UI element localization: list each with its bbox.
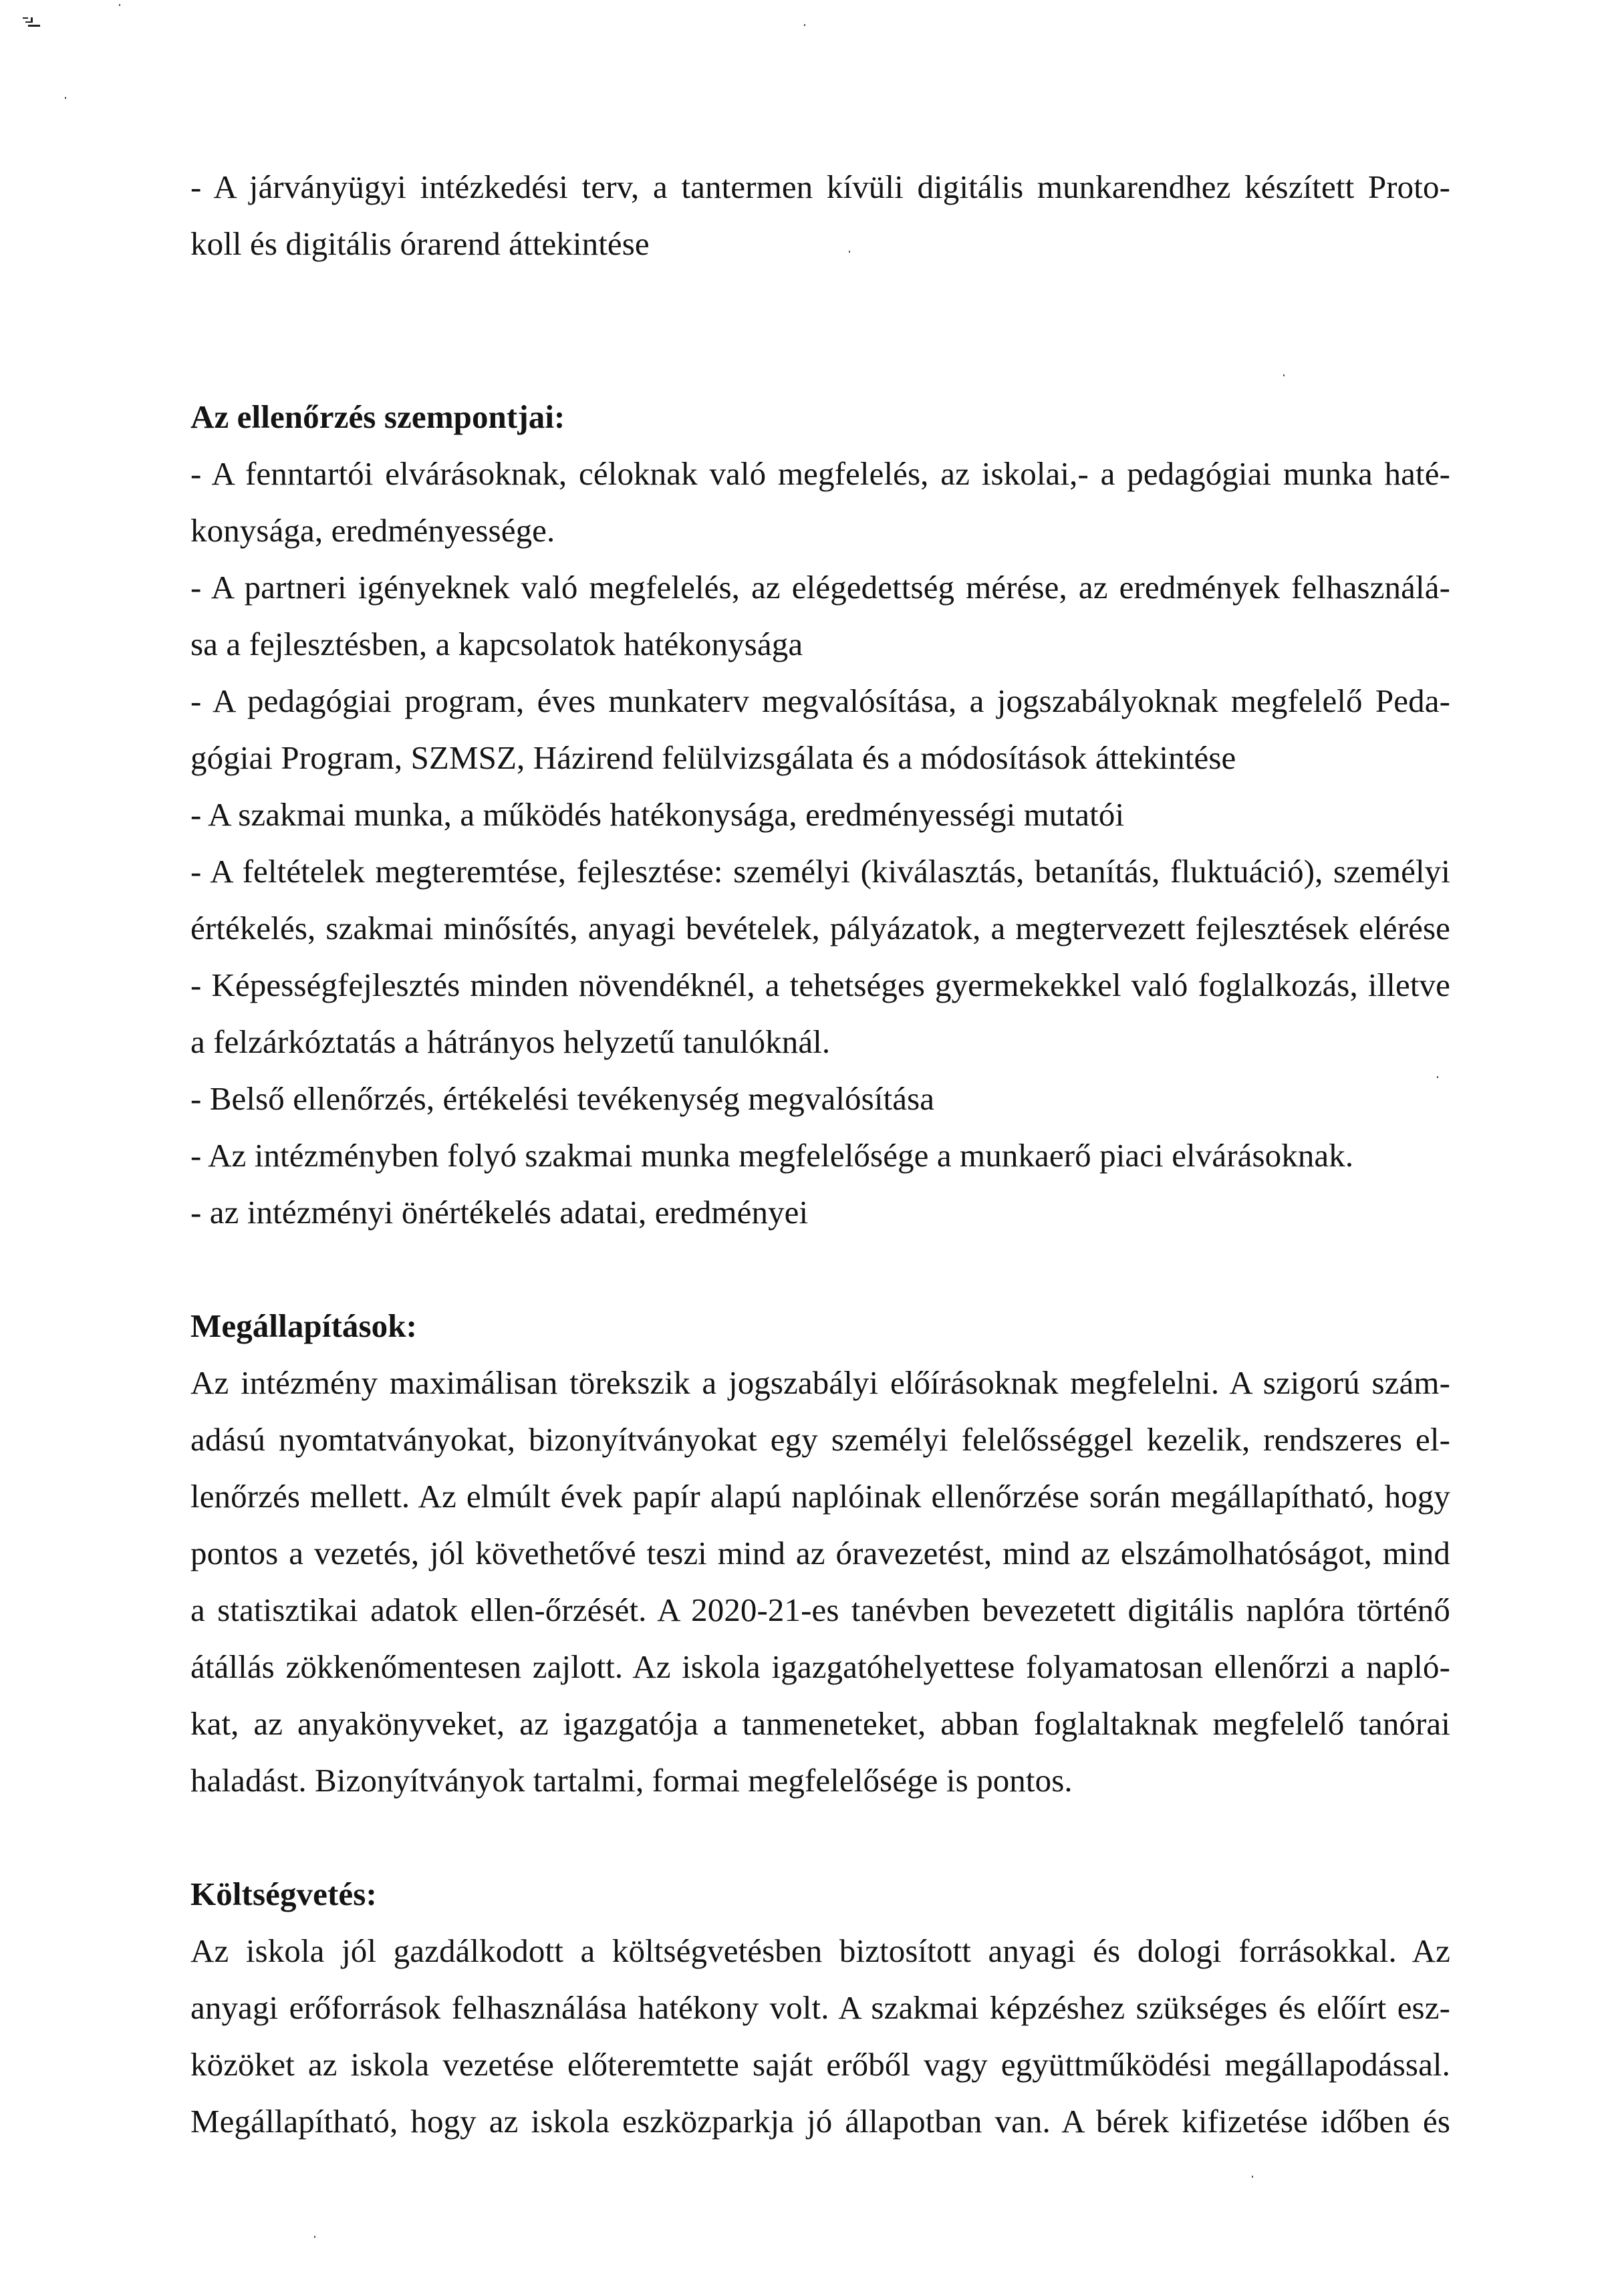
text-line: - A pedagógiai program, éves munkaterv megvalósítása, a jogszabályoknak megfelelő Peda- (190, 682, 1450, 719)
scan-speck (804, 24, 805, 26)
text-line: - A járványügyi intézkedési terv, a tantermen kívüli digitális munkarendhez készített Proto- (190, 168, 1450, 205)
section-heading: Az ellenőrzés szempontjai: (190, 398, 565, 435)
scan-speck (314, 2236, 315, 2238)
text-line: gógiai Program, SZMSZ, Házirend felülvizsgálata és a módosítások áttekintése (190, 739, 1236, 776)
text-line: Az intézmény maximálisan törekszik a jogszabályi előírásoknak megfelelni. A szigorú szám- (190, 1364, 1450, 1401)
text-line: kat, az anyakönyveket, az igazgatója a tanmeneteket, abban foglaltaknak megfelelő tanórai (190, 1705, 1450, 1742)
section-heading: Költségvetés: (190, 1876, 377, 1912)
text-line: anyagi erőforrások felhasználása hatékony volt. A szakmai képzéshez szükséges és előírt esz- (190, 1989, 1450, 2026)
scan-speck (119, 4, 120, 6)
section-heading: Megállapítások: (190, 1307, 418, 1344)
text-line: a felzárkóztatás a hátrányos helyzetű tanulóknál. (190, 1023, 831, 1060)
text-line: adású nyomtatványokat, bizonyítványokat egy személyi felelősséggel kezelik, rendszeres el- (190, 1421, 1450, 1458)
text-line: - A szakmai munka, a működés hatékonysága, eredményességi mutatói (190, 796, 1125, 833)
scan-artifact-mark (23, 17, 43, 27)
scan-speck (65, 97, 66, 99)
scan-speck (1283, 374, 1285, 376)
text-line: a statisztikai adatok ellen-őrzését. A 2020-21-es tanévben bevezetett digitális naplóra történő (190, 1591, 1450, 1628)
scan-speck (1437, 1076, 1438, 1078)
text-line: - az intézményi önértékelés adatai, eredményei (190, 1194, 809, 1231)
text-line: pontos a vezetés, jól követhetővé teszi mind az óravezetést, mind az elszámolhatóságot, mind (190, 1535, 1450, 1571)
text-line: - A feltételek megteremtése, fejlesztése: személyi (kiválasztás, betanítás, fluktuáció), személyi (190, 853, 1450, 890)
text-line: értékelés, szakmai minősítés, anyagi bevételek, pályázatok, a megtervezett fejlesztések elérése (190, 910, 1450, 946)
text-line: közöket az iskola vezetése előteremtette saját erőből vagy együttműködési megállapodással. (190, 2046, 1450, 2083)
scan-speck (1252, 2176, 1253, 2178)
text-line: lenőrzés mellett. Az elmúlt évek papír alapú naplóinak ellenőrzése során megállapítható, hogy (190, 1478, 1450, 1515)
text-line: - A fenntartói elvárásoknak, céloknak való megfelelés, az iskolai,- a pedagógiai munka haté- (190, 455, 1450, 492)
text-line: koll és digitális órarend áttekintése (190, 225, 650, 262)
text-line: - Képességfejlesztés minden növendéknél, a tehetséges gyermekekkel való foglalkozás, illetve (190, 967, 1450, 1003)
text-line: - A partneri igényeknek való megfelelés, az elégedettség mérése, az eredmények felhasználá- (190, 569, 1450, 606)
text-line: haladást. Bizonyítványok tartalmi, formai megfelelősége is pontos. (190, 1762, 1073, 1799)
text-line: sa a fejlesztésben, a kapcsolatok hatékonysága (190, 626, 803, 662)
text-line: - Belső ellenőrzés, értékelési tevékenység megvalósítása (190, 1080, 935, 1117)
text-line: Az iskola jól gazdálkodott a költségvetésben biztosított anyagi és dologi forrásokkal. Az (190, 1932, 1450, 1969)
text-line: Megállapítható, hogy az iskola eszközparkja jó állapotban van. A bérek kifizetése időben és (190, 2103, 1450, 2140)
text-line: - Az intézményben folyó szakmai munka megfelelősége a munkaerő piaci elvárásoknak. (190, 1137, 1354, 1174)
text-line: konysága, eredményessége. (190, 512, 555, 549)
text-line: átállás zökkenőmentesen zajlott. Az iskola igazgatóhelyettese folyamatosan ellenőrzi a napló- (190, 1648, 1450, 1685)
